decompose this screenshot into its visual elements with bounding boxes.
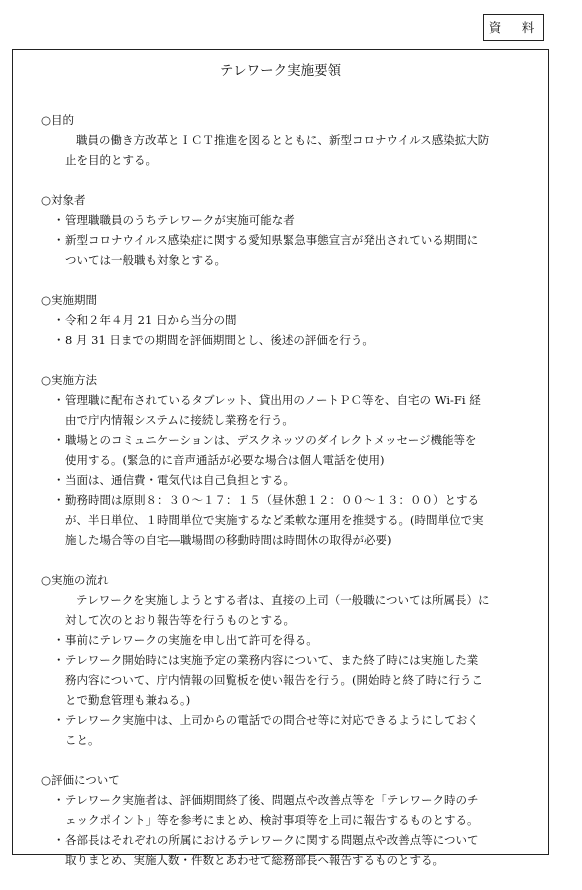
paragraph-line: 職員の働き方改革とＩＣＴ推進を図るとともに、新型コロナウイルス感染拡大防	[76, 133, 490, 147]
bullet-mark: ・	[53, 473, 65, 487]
section-heading: ○対象者	[41, 193, 86, 207]
bullet-line: ついては一般職も対象とする。	[65, 253, 226, 267]
section	[41, 290, 531, 350]
bullet-line: 新型コロナウイルス感染症に関する愛知県緊急事態宣言が発出されている期間に	[65, 233, 479, 247]
bullet-mark: ・	[53, 313, 65, 327]
bullet-item	[41, 230, 531, 270]
bullet-item	[41, 710, 531, 750]
bullet-line: 8 月 31 日までの期間を評価期間とし、後述の評価を行う。	[65, 333, 374, 347]
bullet-line: ェックポイント」等を参考にまとめ、検討事項等を上司に報告するものとする。	[65, 813, 479, 827]
bullet-mark: ・	[53, 493, 65, 507]
bullet-mark: ・	[53, 713, 65, 727]
bullet-line: 勤務時間は原則８：３０～１７：１５（昼休憩１２：００～１３：００）とする	[65, 493, 479, 507]
bullet-line: が、半日単位、１時間単位で実施するなど柔軟な運用を推奨する。(時間単位で実	[65, 513, 484, 527]
document-tag: 資 料	[483, 14, 544, 41]
bullet-mark: ・	[53, 433, 65, 447]
paragraph-line: テレワークを実施しようとする者は、直接の上司（一般職については所属長）に	[76, 593, 490, 607]
bullet-line: 使用する。(緊急的に音声通話が必要な場合は個人電話を使用)	[65, 453, 385, 467]
bullet-mark: ・	[53, 233, 65, 247]
bullet-line: 取りまとめ、実施人数・件数とあわせて総務部長へ報告するものとする。	[65, 853, 445, 867]
bullet-line: 務内容について、庁内情報の回覧板を使い報告を行う。(開始時と終了時に行うこ	[65, 673, 484, 687]
bullet-line: こと。	[65, 733, 100, 747]
bullet-item	[41, 630, 531, 650]
bullet-line: 管理職に配布されているタブレット、貸出用のノートＰＣ等を、自宅の Wi-Fi 経	[65, 393, 481, 407]
bullet-item	[41, 830, 531, 870]
section-paragraph	[41, 130, 531, 170]
bullet-mark: ・	[53, 633, 65, 647]
bullet-line: 施した場合等の自宅―職場間の移動時間は時間休の取得が必要)	[65, 533, 392, 547]
bullet-line: テレワーク開始時には実施予定の業務内容について、また終了時には実施した業	[65, 653, 479, 667]
bullet-line: テレワーク実施者は、評価期間終了後、問題点や改善点等を「テレワーク時のチ	[65, 793, 479, 807]
document-body	[41, 110, 531, 890]
bullet-item	[41, 330, 531, 350]
section-heading: ○実施期間	[41, 293, 98, 307]
bullet-line: とで勤怠管理も兼ねる。)	[65, 693, 191, 707]
bullet-item	[41, 490, 531, 550]
section-heading: ○実施方法	[41, 373, 98, 387]
bullet-item	[41, 390, 531, 430]
section	[41, 110, 531, 170]
bullet-mark: ・	[53, 653, 65, 667]
bullet-line: 職場とのコミュニケーションは、デスクネッツのダイレクトメッセージ機能等を	[65, 433, 477, 447]
section-heading: ○実施の流れ	[41, 573, 109, 587]
section	[41, 770, 531, 870]
bullet-line: 令和２年４月 21 日から当分の間	[65, 313, 237, 327]
bullet-item	[41, 210, 531, 230]
bullet-item	[41, 790, 531, 830]
bullet-line: 由で庁内情報システムに接続し業務を行う。	[65, 413, 294, 427]
bullet-mark: ・	[53, 833, 65, 847]
paragraph-line: 止を目的とする。	[65, 153, 157, 167]
document-frame	[12, 49, 549, 867]
section-heading: ○評価について	[41, 773, 120, 787]
bullet-item	[41, 470, 531, 490]
bullet-line: 事前にテレワークの実施を申し出て許可を得る。	[65, 633, 318, 647]
section	[41, 370, 531, 550]
paragraph-line: 対して次のとおり報告等を行うものとする。	[65, 613, 295, 627]
bullet-item	[41, 650, 531, 710]
document-title: テレワーク実施要領	[219, 63, 342, 79]
bullet-line: 当面は、通信費・電気代は自己負担とする。	[65, 473, 295, 487]
bullet-mark: ・	[53, 213, 65, 227]
section	[41, 190, 531, 270]
bullet-mark: ・	[53, 793, 65, 807]
bullet-mark: ・	[53, 393, 65, 407]
bullet-line: 各部長はそれぞれの所属におけるテレワークに関する問題点や改善点等について	[65, 833, 479, 847]
bullet-item	[41, 430, 531, 470]
bullet-line: 管理職職員のうちテレワークが実施可能な者	[65, 213, 295, 227]
section-paragraph	[41, 590, 531, 630]
section-heading: ○目的	[41, 113, 75, 127]
bullet-item	[41, 310, 531, 330]
section	[41, 570, 531, 750]
bullet-line: テレワーク実施中は、上司からの電話での問合せ等に対応できるようにしておく	[65, 713, 479, 727]
bullet-mark: ・	[53, 333, 65, 347]
